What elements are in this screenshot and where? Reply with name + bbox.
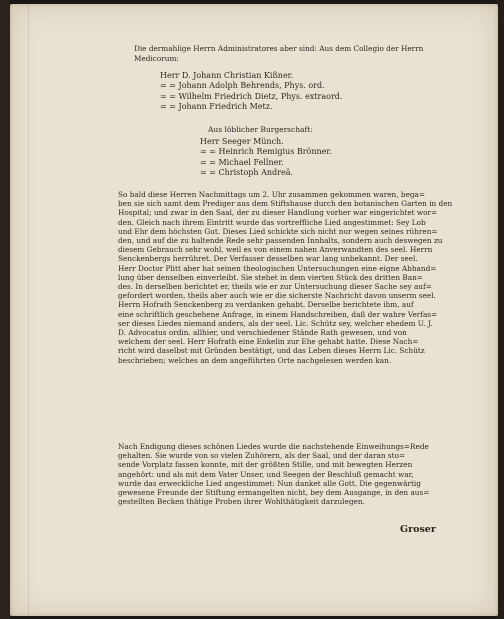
administrators-heading-cont: Medicorum: <box>134 54 179 63</box>
list-item: = = Johann Friedrich Metz. <box>160 102 273 112</box>
text-line: und Ehr dem höchsten Gut. Dieses Lied schickte sich nicht nur wegen seines rühren= <box>118 226 438 236</box>
administrators-heading: Die dermahlige Herrn Administratores aber sind: Aus dem Collegio der Herrn <box>134 44 424 53</box>
text-line: beschrieben; welches an dem angeführten Orte nachgelesen werden kan. <box>118 355 392 365</box>
text-line: D. Advocatus ordin. allhier, und verschiedener Stände Rath gewesen, und von <box>118 328 407 338</box>
medici-list <box>160 71 342 113</box>
text-line: Herr Doctor Plitt aber hat seinen theologischen Untersuchungen eine eigne Abhand= <box>118 263 437 273</box>
burger-heading: Aus löblicher Burgerschaft: <box>208 125 313 134</box>
paragraph-conclusion <box>118 442 429 506</box>
burger-list <box>200 137 332 179</box>
text-line: gefordert worden, theils aber auch wie er die sicherste Nachricht davon unserm seel. <box>118 291 436 301</box>
text-line: diesem Gebrauch sehr wohl, weil es von einem nahen Anverwandten des seel. Herrn <box>118 245 433 255</box>
text-line: Nach Endigung dieses schönen Liedes wurde die nachstehende Einweihungs=Rede <box>118 442 429 451</box>
text-line: des. In derselben berichtet er, theils wie er zur Untersuchung dieser Sache sey auf= <box>118 282 432 292</box>
text-line: richt wird daselbst mit Gründen bestätigt, und das Leben dieses Herrn Lic. Schütz <box>118 346 425 356</box>
text-line: Herrn Hofrath Senckenberg zu verdanken gehabt. Derselbe berichtete ihm, auf <box>118 300 414 310</box>
list-item: Herr Seeger Münch. <box>200 137 284 146</box>
text-line: eine schriftlich geschehene Anfrage, in einem Handschreiben, daß der wahre Verfas= <box>118 309 438 319</box>
text-line: lung über denselben einverleibt. Sie stehet in dem vierten Stück des dritten Ban= <box>118 272 423 282</box>
list-item: = = Johann Adolph Behrends, Phys. ord. <box>160 81 325 91</box>
text-line: Senckenbergs herrühret. Der Verfasser desselben war lang unbekannt. Der seel. <box>118 254 418 264</box>
paragraph-ceremony <box>118 190 452 365</box>
text-line: angehört: und als mit dem Vater Unser, und Seegen der Beschluß gemacht war, <box>118 469 414 479</box>
list-item: = = Heinrich Remigius Brönner. <box>200 147 332 157</box>
catchword: Groser <box>400 524 436 535</box>
text-line: wurde das erweckliche Lied angestimmet: Nun danket alle Gott. Die gegenwärtig <box>118 478 421 488</box>
text-line: welchem der seel. Herr Hofrath eine Enkelin zur Ehe gehabt hatte. Diese Nach= <box>118 337 419 347</box>
page-fold <box>28 4 29 616</box>
text-line: den, und auf die zu haltende Rede sehr passenden Innhalts, sondern auch deswegen zu <box>118 236 443 246</box>
text-line: sende Vorplatz fassen konnte, mit der größten Stille, und mit bewegten Herzen <box>118 460 413 470</box>
text-line: Hospital; und zwar in den Saal, der zu dieser Handlung vorher war eingerichtet wor= <box>118 208 438 218</box>
text-line: So bald diese Herren Nachmittags um 2. Uhr zusammen gekommen waren, bega= <box>118 190 426 199</box>
text-line: den. Gleich nach ihrem Eintritt wurde das vortreffliche Lied angestimmet: Sey Lob <box>118 217 426 227</box>
book-edge-left <box>0 0 10 619</box>
list-item: = = Michael Fellner. <box>200 157 284 167</box>
list-item: = = Christoph Andreä. <box>200 168 294 178</box>
text-line: gehalten. Sie wurde von so vielen Zuhörern, als der Saal, und der daran sto= <box>118 451 406 461</box>
list-item: = = Wilhelm Friedrich Dietz, Phys. extraord. <box>160 91 343 101</box>
text-line: ben sie sich samt dem Prediger aus dem Stiftshause durch den botanischen Garten in den <box>118 199 453 209</box>
list-item: Herr D. Johann Christian Kißner. <box>160 71 294 80</box>
text-line: gewesene Freunde der Stiftung ermangelten nicht, bey dem Ausgange, in den aus= <box>118 488 430 498</box>
text-line: gestellten Becken thätige Proben ihrer Wohlthätigkeit darzulegen. <box>118 497 365 507</box>
text-line: ser dieses Liedes niemand anders, als der seel. Lic. Schütz sey, welcher ehedem U. J. <box>118 318 433 328</box>
